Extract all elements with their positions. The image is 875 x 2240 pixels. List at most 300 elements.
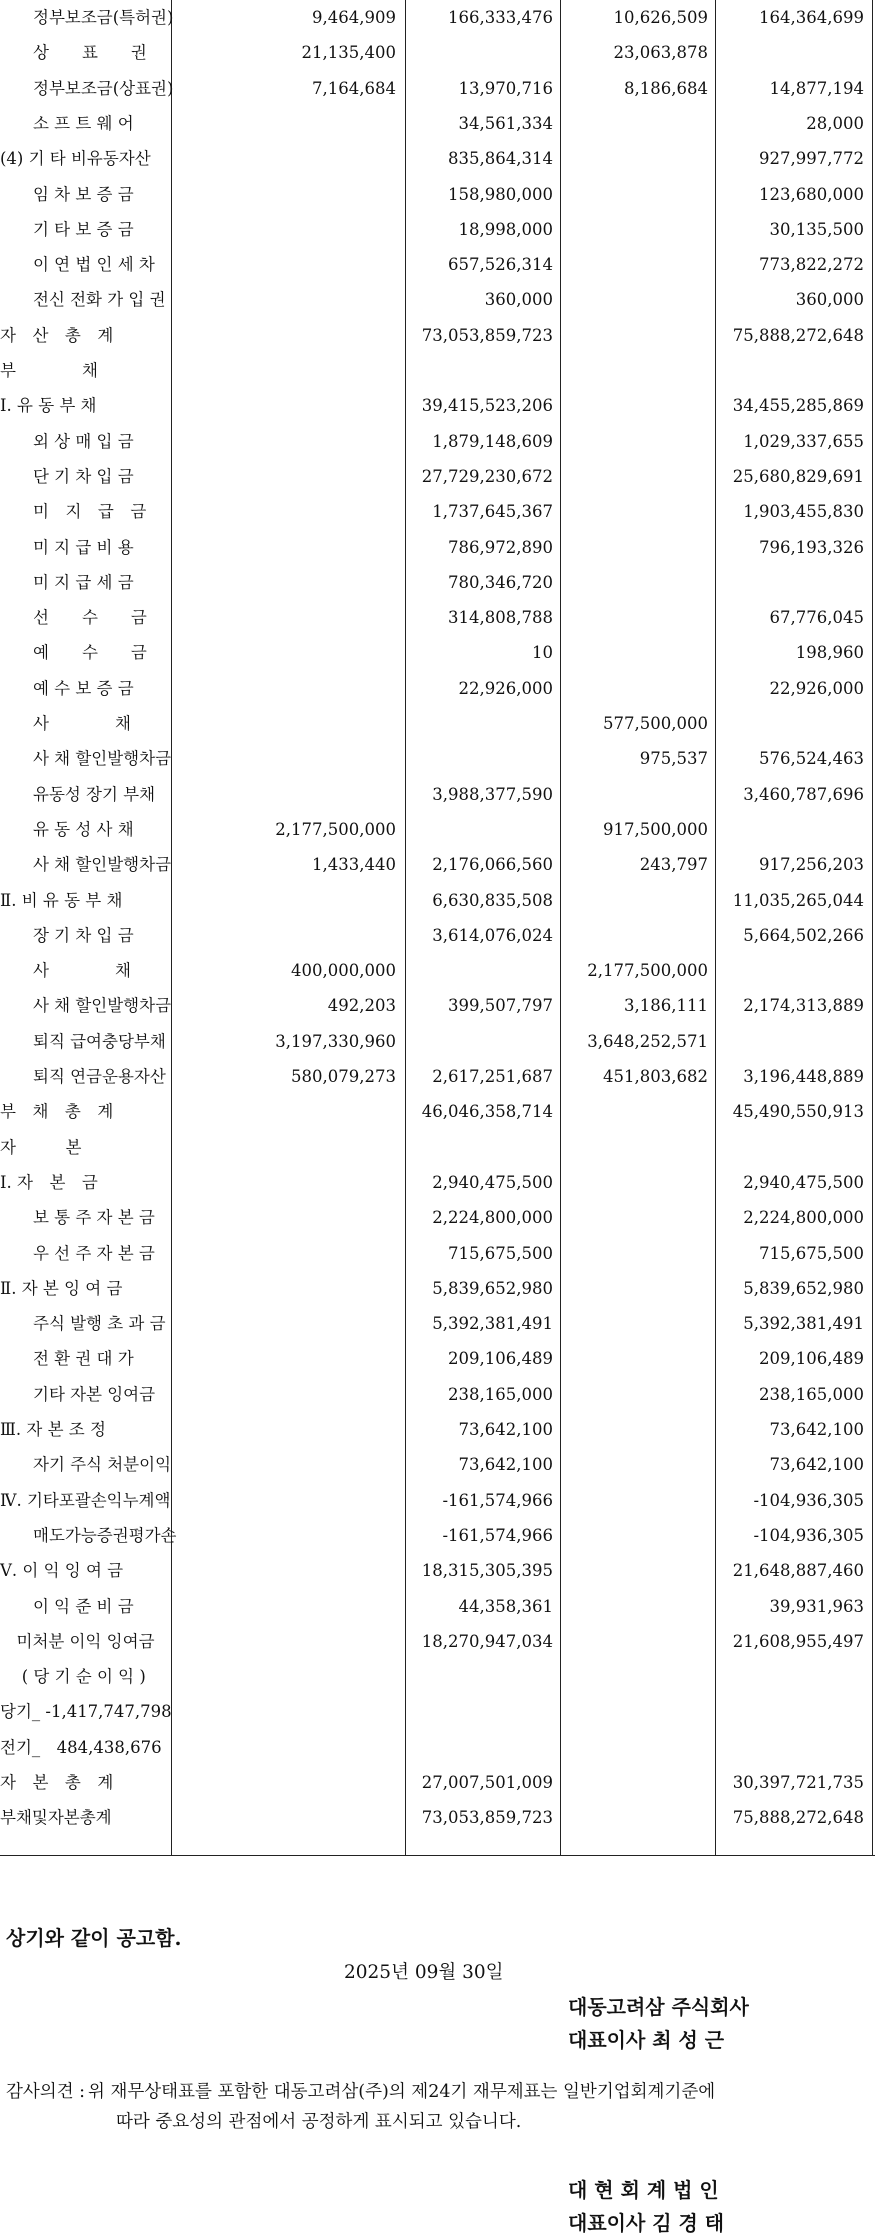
amount-cell (562, 530, 708, 565)
company-name: 대동고려삼 주식회사 (568, 1995, 749, 2019)
table-row (0, 1518, 875, 1553)
table-row (0, 1059, 875, 1094)
amount-cell (172, 1553, 396, 1588)
table-row (0, 1694, 875, 1729)
amount-cell: 773,822,272 (759, 255, 864, 275)
amount-cell: 73,642,100 (769, 1455, 864, 1475)
amount-cell (717, 353, 864, 388)
amount-cell: 5,839,652,980 (432, 1278, 553, 1298)
amount-cell (172, 1800, 396, 1835)
table-row (0, 988, 875, 1023)
amount-cell (407, 35, 553, 70)
amount-cell (172, 141, 396, 176)
amount-cell (562, 212, 708, 247)
amount-cell: 34,561,334 (458, 113, 553, 133)
amount-cell (717, 1694, 864, 1729)
amount-cell (717, 35, 864, 70)
amount-cell: 451,803,682 (603, 1067, 708, 1086)
amount-cell: 3,614,076,024 (432, 925, 553, 945)
amount-cell: 238,165,000 (759, 1384, 864, 1404)
row-label: 정부보조금(상표권) (0, 78, 174, 98)
amount-cell: 73,642,100 (458, 1420, 553, 1439)
table-row (0, 212, 875, 247)
amount-cell (407, 1659, 553, 1694)
amount-cell (562, 671, 708, 706)
row-label: Ⅲ. 자 본 조 정 (0, 1420, 106, 1439)
notice-footer (0, 1856, 875, 2240)
amount-cell: 3,196,448,889 (743, 1067, 864, 1086)
amount-cell (562, 1624, 708, 1659)
amount-cell: 715,675,500 (448, 1243, 553, 1263)
row-label: 부 채 (0, 361, 98, 380)
amount-cell: 75,888,272,648 (732, 325, 864, 345)
amount-cell (172, 106, 396, 141)
row-label: 사 채 할인발행차금 (0, 996, 172, 1016)
amount-cell: -104,936,305 (753, 1490, 864, 1510)
amount-cell (172, 424, 396, 459)
amount-cell (407, 1024, 553, 1059)
amount-cell (562, 459, 708, 494)
table-row (0, 918, 875, 953)
table-row (0, 1589, 875, 1624)
row-label: 매도가능증권평가손 (0, 1525, 177, 1545)
row-label: 부채및자본총계 (0, 1808, 112, 1828)
amount-cell (172, 1341, 396, 1376)
row-label: 미처분 이익 잉여금 (0, 1631, 155, 1651)
amount-cell (562, 318, 708, 353)
row-label: 예 수 금 (0, 643, 147, 663)
row-label: 퇴직 연금운용자산 (0, 1067, 166, 1086)
auditor-name: 대 현 회 계 법 인 (568, 2178, 719, 2202)
audit-opinion-line-2: 따라 중요성의 관점에서 공정하게 표시되고 있습니다. (116, 2112, 522, 2132)
table-row (0, 671, 875, 706)
amount-cell: 786,972,890 (448, 537, 553, 557)
amount-cell: 21,608,955,497 (732, 1631, 864, 1651)
amount-cell: 21,135,400 (301, 43, 396, 63)
amount-cell: 2,940,475,500 (743, 1172, 864, 1192)
row-label: 당기_ -1,417,747,798 (0, 1702, 172, 1722)
row-label: 미 지 급 금 (0, 502, 147, 522)
table-row (0, 1659, 875, 1694)
amount-cell (562, 494, 708, 529)
amount-cell (172, 1730, 396, 1765)
row-label: 전기_ 484,438,676 (0, 1737, 162, 1757)
amount-cell (407, 812, 553, 847)
table-row (0, 1200, 875, 1235)
amount-cell: 11,035,265,044 (732, 890, 864, 910)
table-row (0, 1624, 875, 1659)
row-label: 이 연 법 인 세 차 (0, 255, 155, 275)
company-ceo: 대표이사 최 성 근 (568, 2028, 725, 2052)
table-row (0, 847, 875, 882)
amount-cell: 198,960 (795, 643, 864, 663)
amount-cell: 580,079,273 (291, 1067, 396, 1086)
amount-cell: 917,256,203 (759, 855, 864, 875)
amount-cell: 27,007,501,009 (421, 1773, 553, 1792)
amount-cell: 25,680,829,691 (732, 466, 864, 486)
amount-cell: 10 (532, 643, 553, 663)
amount-cell: 22,926,000 (769, 678, 864, 698)
table-row (0, 706, 875, 741)
amount-cell: 1,737,645,367 (432, 502, 553, 522)
amount-cell (562, 600, 708, 635)
amount-cell (562, 141, 708, 176)
amount-cell: 243,797 (639, 855, 708, 875)
amount-cell (172, 741, 396, 776)
amount-cell (172, 1130, 396, 1165)
amount-cell: 577,500,000 (603, 714, 708, 733)
amount-cell (172, 353, 396, 388)
table-row (0, 777, 875, 812)
table-row (0, 1377, 875, 1412)
amount-cell (717, 706, 864, 741)
amount-cell: 5,664,502,266 (743, 925, 864, 945)
amount-cell: 209,106,489 (448, 1349, 553, 1369)
amount-cell: 2,177,500,000 (275, 819, 396, 839)
table-row (0, 282, 875, 317)
amount-cell: 23,063,878 (613, 43, 708, 63)
row-label: 단 기 차 입 금 (0, 466, 134, 486)
table-row (0, 1483, 875, 1518)
amount-cell (562, 1377, 708, 1412)
amount-cell: 13,970,716 (458, 78, 553, 98)
amount-cell: 44,358,361 (458, 1596, 553, 1616)
row-label: (4) 기 타 비유동자산 (0, 149, 151, 169)
amount-cell: 27,729,230,672 (421, 466, 553, 486)
amount-cell: 22,926,000 (458, 678, 553, 698)
row-label: 자기 주식 처분이익 (0, 1455, 172, 1475)
amount-cell (172, 883, 396, 918)
amount-cell: 28,000 (806, 113, 864, 133)
amount-cell: 18,315,305,395 (421, 1561, 553, 1581)
row-label: 유 동 성 사 채 (0, 819, 134, 839)
row-label: 자 본 (0, 1137, 82, 1157)
row-label: 이 익 준 비 금 (0, 1596, 134, 1616)
amount-cell (172, 212, 396, 247)
auditor-ceo: 대표이사 김 경 태 (568, 2211, 725, 2235)
amount-cell (562, 1659, 708, 1694)
amount-cell (562, 1800, 708, 1835)
amount-cell: 2,617,251,687 (432, 1067, 553, 1086)
amount-cell: 360,000 (795, 290, 864, 310)
amount-cell: 21,648,887,460 (732, 1561, 864, 1581)
amount-cell: 30,397,721,735 (732, 1773, 864, 1792)
amount-cell: 45,490,550,913 (732, 1102, 864, 1122)
table-row (0, 1730, 875, 1765)
audit-opinion-label: 감사의견 : (6, 2082, 86, 2102)
row-label: Ⅳ. 기타포괄손익누계액 (0, 1490, 171, 1510)
table-row (0, 600, 875, 635)
row-label: Ⅰ. 자 본 금 (0, 1172, 98, 1192)
table-row (0, 1553, 875, 1588)
table-row (0, 635, 875, 670)
amount-cell: 46,046,358,714 (421, 1102, 553, 1122)
amount-cell: 8,186,684 (624, 78, 708, 98)
table-row (0, 530, 875, 565)
amount-cell (172, 530, 396, 565)
amount-cell (717, 1730, 864, 1765)
table-row (0, 141, 875, 176)
amount-cell (562, 1553, 708, 1588)
row-label: 사 채 (0, 714, 131, 733)
amount-cell (172, 635, 396, 670)
amount-cell (562, 1341, 708, 1376)
amount-cell (172, 1518, 396, 1553)
row-label: 부 채 총 계 (0, 1102, 114, 1122)
amount-cell (172, 777, 396, 812)
amount-cell (562, 1236, 708, 1271)
row-label: Ⅴ. 이 익 잉 여 금 (0, 1561, 124, 1581)
table-row (0, 953, 875, 988)
amount-cell (407, 706, 553, 741)
amount-cell: 10,626,509 (613, 8, 708, 27)
audit-opinion-line-1: 위 재무상태표를 포함한 대동고려삼(주)의 제24기 재무제표는 일반기업회계기준에 (88, 2082, 716, 2102)
amount-cell: 34,455,285,869 (732, 396, 864, 416)
row-label: Ⅰ. 유 동 부 채 (0, 396, 97, 416)
table-row (0, 1765, 875, 1800)
table-row (0, 565, 875, 600)
table-row (0, 1271, 875, 1306)
amount-cell (562, 1765, 708, 1800)
amount-cell (172, 1694, 396, 1729)
row-label: 사 채 할인발행차금 (0, 749, 172, 769)
table-row (0, 1094, 875, 1129)
amount-cell (172, 918, 396, 953)
amount-cell: 1,879,148,609 (432, 431, 553, 451)
amount-cell (562, 177, 708, 212)
amount-cell (717, 1659, 864, 1694)
amount-cell (172, 494, 396, 529)
amount-cell: 2,224,800,000 (743, 1208, 864, 1228)
row-label: 자 본 총 계 (0, 1773, 114, 1792)
amount-cell: 166,333,476 (448, 8, 553, 27)
amount-cell: 1,433,440 (312, 855, 396, 875)
amount-cell (172, 177, 396, 212)
amount-cell: 30,135,500 (769, 219, 864, 239)
row-label: 우 선 주 자 본 금 (0, 1243, 155, 1263)
amount-cell: 360,000 (484, 290, 553, 310)
amount-cell: 975,537 (639, 749, 708, 769)
amount-cell: 67,776,045 (769, 608, 864, 628)
amount-cell (562, 1447, 708, 1482)
amount-cell (172, 1589, 396, 1624)
amount-cell (562, 1130, 708, 1165)
amount-cell: 18,998,000 (458, 219, 553, 239)
amount-cell (717, 812, 864, 847)
table-row (0, 1130, 875, 1165)
row-label: 유동성 장기 부채 (0, 784, 156, 804)
amount-cell (172, 388, 396, 423)
table-row (0, 0, 875, 35)
row-label: ( 당 기 순 이 익 ) (0, 1667, 146, 1687)
amount-cell: 2,940,475,500 (432, 1172, 553, 1192)
row-label: 상 표 권 (0, 43, 147, 63)
amount-cell: 238,165,000 (448, 1384, 553, 1404)
amount-cell (172, 459, 396, 494)
amount-cell: 7,164,684 (312, 78, 396, 98)
table-row (0, 388, 875, 423)
amount-cell (172, 600, 396, 635)
amount-cell (172, 1412, 396, 1447)
row-label: 기 타 보 증 금 (0, 219, 134, 239)
row-label: 전 환 권 대 가 (0, 1349, 134, 1369)
table-row (0, 494, 875, 529)
amount-cell (562, 635, 708, 670)
amount-cell (562, 565, 708, 600)
amount-cell (562, 247, 708, 282)
amount-cell: 75,888,272,648 (732, 1808, 864, 1828)
row-label: Ⅱ. 비 유 동 부 채 (0, 890, 123, 910)
row-label: 선 수 금 (0, 608, 147, 628)
amount-cell (172, 282, 396, 317)
amount-cell: 5,392,381,491 (743, 1314, 864, 1334)
table-row (0, 1447, 875, 1482)
amount-cell (562, 1094, 708, 1129)
amount-cell (717, 953, 864, 988)
amount-cell (407, 741, 553, 776)
row-label: 자 산 총 계 (0, 325, 114, 345)
table-row (0, 1165, 875, 1200)
row-label: 소 프 트 웨 어 (0, 113, 134, 133)
amount-cell (717, 565, 864, 600)
table-row (0, 353, 875, 388)
amount-cell (562, 883, 708, 918)
amount-cell: 927,997,772 (759, 149, 864, 169)
amount-cell: 73,642,100 (769, 1420, 864, 1439)
table-row (0, 1024, 875, 1059)
amount-cell: 657,526,314 (448, 255, 553, 275)
amount-cell: 3,988,377,590 (432, 784, 553, 804)
amount-cell: 492,203 (327, 996, 396, 1016)
row-label: 미 지 급 세 금 (0, 572, 134, 592)
row-label: 임 차 보 증 금 (0, 184, 134, 204)
amount-cell (172, 671, 396, 706)
row-label: 기타 자본 잉여금 (0, 1384, 156, 1404)
table-row (0, 71, 875, 106)
table-row (0, 1412, 875, 1447)
amount-cell: 3,197,330,960 (275, 1031, 396, 1051)
amount-cell (172, 1236, 396, 1271)
amount-cell (407, 1730, 553, 1765)
amount-cell (172, 1447, 396, 1482)
amount-cell: -104,936,305 (753, 1525, 864, 1545)
amount-cell: 73,053,859,723 (421, 1808, 553, 1828)
amount-cell (172, 1094, 396, 1129)
row-label: 전신 전화 가 입 권 (0, 290, 166, 310)
table-row (0, 1341, 875, 1376)
amount-cell (562, 1730, 708, 1765)
amount-cell: 400,000,000 (291, 961, 396, 981)
amount-cell (172, 1624, 396, 1659)
row-label: 사 채 (0, 961, 131, 981)
table-row (0, 247, 875, 282)
amount-cell: 780,346,720 (448, 572, 553, 592)
row-label: Ⅱ. 자 본 잉 여 금 (0, 1278, 123, 1298)
row-label: 외 상 매 입 금 (0, 431, 134, 451)
amount-cell (562, 1165, 708, 1200)
amount-cell (172, 318, 396, 353)
row-label: 정부보조금(특허권) (0, 8, 174, 27)
row-label: 사 채 할인발행차금 (0, 855, 172, 875)
table-row (0, 177, 875, 212)
amount-cell: 2,224,800,000 (432, 1208, 553, 1228)
amount-cell: 39,415,523,206 (421, 396, 553, 416)
amount-cell (562, 1412, 708, 1447)
table-row (0, 741, 875, 776)
amount-cell (562, 1200, 708, 1235)
amount-cell (562, 388, 708, 423)
amount-cell (172, 1271, 396, 1306)
amount-cell: 164,364,699 (759, 8, 864, 27)
amount-cell (717, 1130, 864, 1165)
table-row (0, 1800, 875, 1835)
amount-cell (172, 1165, 396, 1200)
amount-cell: 73,642,100 (458, 1455, 553, 1475)
amount-cell: 158,980,000 (448, 184, 553, 204)
amount-cell: -161,574,966 (442, 1490, 553, 1510)
amount-cell (407, 1694, 553, 1729)
amount-cell: 314,808,788 (448, 608, 553, 628)
amount-cell (562, 1694, 708, 1729)
amount-cell (172, 1306, 396, 1341)
amount-cell: 123,680,000 (759, 184, 864, 204)
amount-cell (172, 1659, 396, 1694)
amount-cell (562, 282, 708, 317)
amount-cell: 399,507,797 (448, 996, 553, 1016)
amount-cell: 1,029,337,655 (743, 431, 864, 451)
amount-cell (407, 953, 553, 988)
amount-cell: 2,174,313,889 (743, 996, 864, 1016)
amount-cell: 5,839,652,980 (743, 1278, 864, 1298)
amount-cell: 73,053,859,723 (421, 325, 553, 345)
announcement-text: 상기와 같이 공고함. (6, 1926, 182, 1950)
amount-cell: 14,877,194 (769, 78, 864, 98)
table-row (0, 106, 875, 141)
amount-cell (172, 706, 396, 741)
row-label: 퇴직 급여충당부채 (0, 1031, 166, 1051)
table-row (0, 459, 875, 494)
amount-cell (562, 106, 708, 141)
amount-cell (562, 1271, 708, 1306)
table-row (0, 1306, 875, 1341)
table-row (0, 424, 875, 459)
amount-cell (562, 1589, 708, 1624)
amount-cell (172, 565, 396, 600)
amount-cell: 796,193,326 (759, 537, 864, 557)
amount-cell: 3,460,787,696 (743, 784, 864, 804)
amount-cell: 39,931,963 (769, 1596, 864, 1616)
table-row (0, 883, 875, 918)
amount-cell (562, 918, 708, 953)
amount-cell: 209,106,489 (759, 1349, 864, 1369)
amount-cell (172, 1377, 396, 1412)
amount-cell (562, 1483, 708, 1518)
amount-cell: 3,648,252,571 (587, 1031, 708, 1051)
amount-cell: 3,186,111 (624, 996, 708, 1016)
notice-date: 2025년 09월 30일 (344, 1962, 504, 1983)
amount-cell (172, 247, 396, 282)
amount-cell (407, 353, 553, 388)
table-row (0, 1236, 875, 1271)
row-label: 주식 발행 초 과 금 (0, 1314, 166, 1334)
amount-cell (562, 1306, 708, 1341)
amount-cell: 715,675,500 (759, 1243, 864, 1263)
amount-cell (562, 424, 708, 459)
amount-cell: 2,177,500,000 (587, 961, 708, 981)
row-label: 예 수 보 증 금 (0, 678, 134, 698)
amount-cell: 5,392,381,491 (432, 1314, 553, 1334)
amount-cell: 18,270,947,034 (421, 1631, 553, 1651)
